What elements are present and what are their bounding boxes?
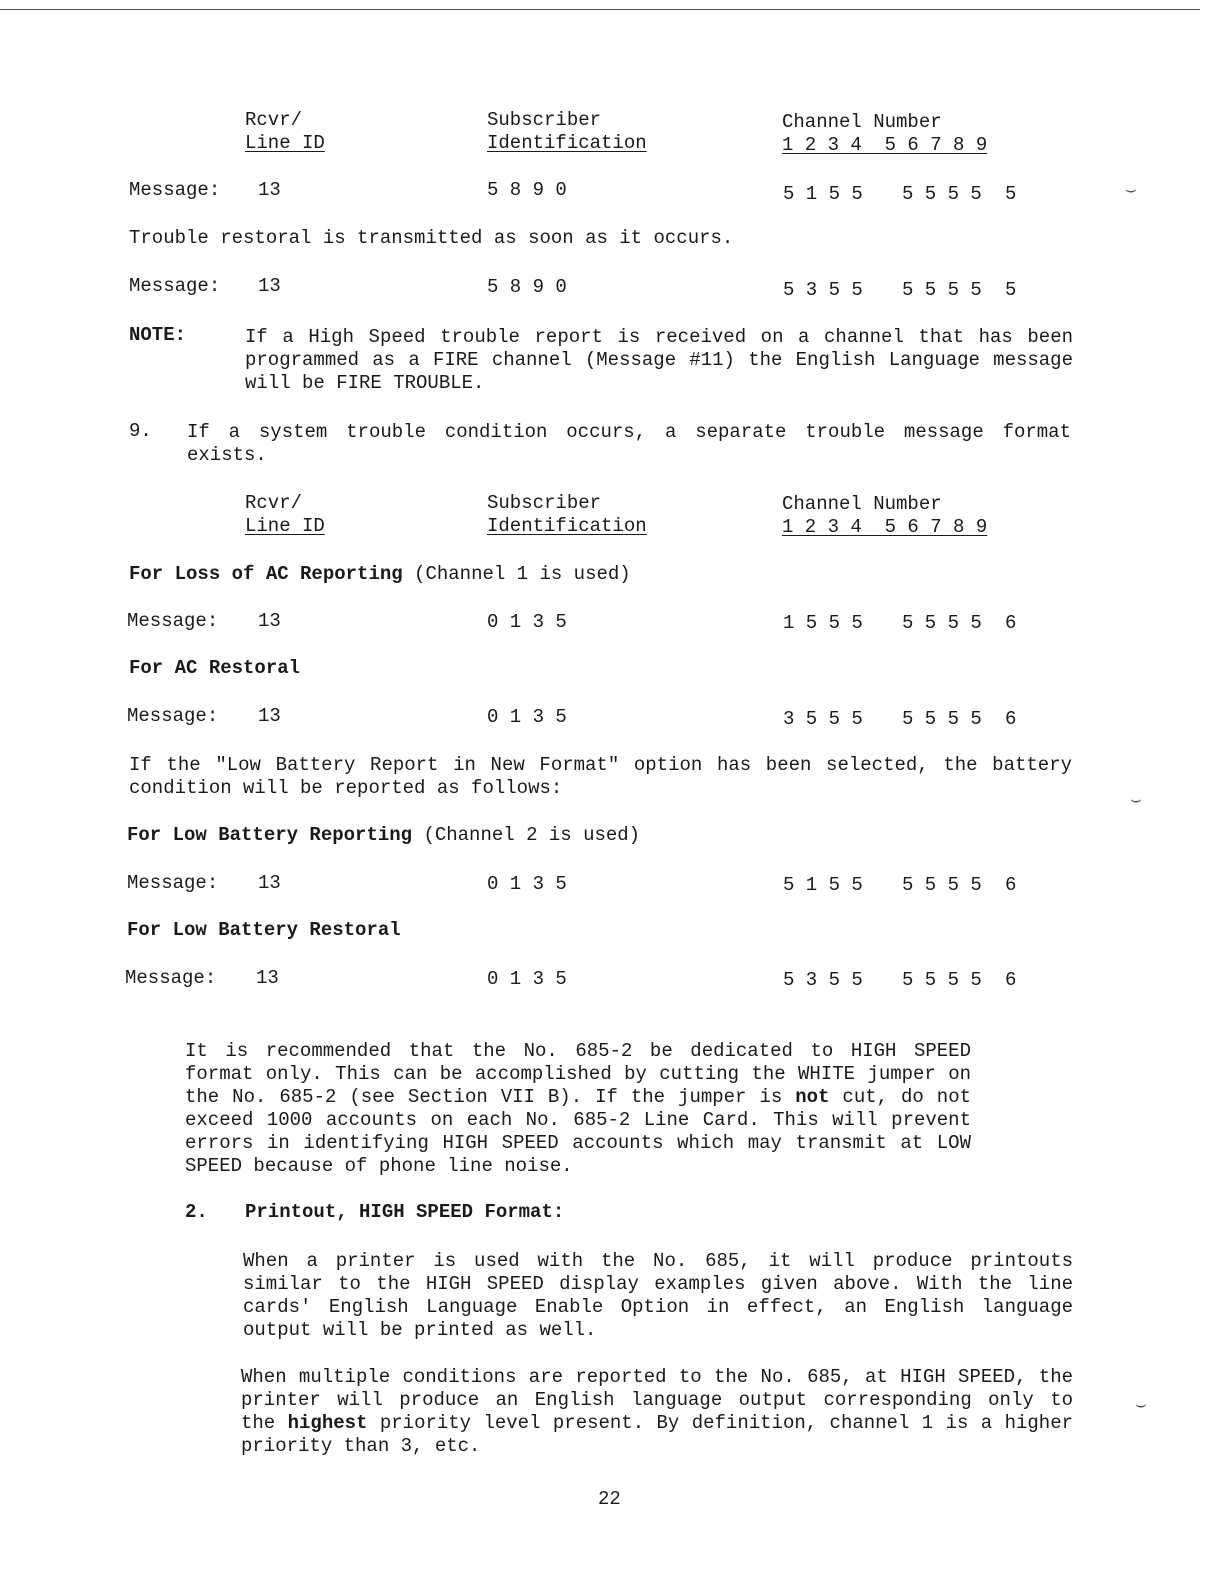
message-channels-1-4: 5 3 5 5 xyxy=(783,969,863,991)
message-label: Message: xyxy=(127,610,219,632)
header2-channel-digits: 1 2 3 4 5 6 7 8 9 xyxy=(782,516,988,538)
header2-line-id: Line ID xyxy=(245,515,325,537)
section2-title: Printout, HIGH SPEED Format: xyxy=(245,1201,565,1223)
message-channels-1-4: 1 5 5 5 xyxy=(783,612,863,634)
section2-number: 2. xyxy=(185,1201,208,1223)
low-battery-text: If the "Low Battery Report in New Format" option has been selected, the battery condition will be reported as follows: xyxy=(129,754,1072,799)
recommendation-part2: cut, do not exceed 1000 accounts on each No. 685-2 Line Card. This will prevent errors in identifying HIGH SPEED accounts which may transmit at LOW SPEED because of phone line noise. xyxy=(185,1086,971,1177)
message-line-id: 13 xyxy=(258,610,281,632)
low-battery-restoral-heading: For Low Battery Restoral xyxy=(127,919,401,941)
header2-rcvr: Rcvr/ xyxy=(245,492,303,514)
recommendation-part1: It is recommended that the No. 685-2 be dedicated to HIGH SPEED format only. This can be accomplished by cutting the WHITE jumper on the No. 685-2 (see Section VII B). If the jumper is xyxy=(185,1040,971,1108)
message-label: Message: xyxy=(125,967,217,989)
header1-line-id: Line ID xyxy=(245,132,325,154)
message-channel-9: 5 xyxy=(1005,183,1017,205)
message-label: Message: xyxy=(127,872,219,894)
message-channel-9: 6 xyxy=(1005,969,1017,991)
printer-paragraph: When a printer is used with the No. 685, it will produce printouts similar to the HIGH SPEED display examples given above. With the line cards' English Language Enable Option in effect, an English language output will be printed as well. xyxy=(243,1250,1073,1341)
header1-subscriber: Subscriber xyxy=(487,109,602,131)
loss-ac-bold: For Loss of AC Reporting xyxy=(129,563,403,585)
message-channels-5-8: 5 5 5 5 xyxy=(902,183,982,205)
header1-channel-digits: 1 2 3 4 5 6 7 8 9 xyxy=(782,134,988,156)
scan-mark: ⌣ xyxy=(1130,791,1142,811)
header1-channel-number: Channel Number xyxy=(782,111,942,133)
message-label: Message: xyxy=(129,179,221,201)
message-label: Message: xyxy=(127,705,219,727)
message-channels-1-4: 3 5 5 5 xyxy=(783,708,863,730)
message-subscriber: 0 1 3 5 xyxy=(487,968,567,990)
loss-ac-rest: (Channel 1 is used) xyxy=(402,563,631,585)
note-text: If a High Speed trouble report is received on a channel that has been programmed as a FIRE channel (Message #11) the English Language message will be FIRE TROUBLE. xyxy=(245,326,1073,394)
scan-mark: ⌣ xyxy=(1135,1396,1147,1416)
page-number: 22 xyxy=(598,1488,621,1510)
message-channels-5-8: 5 5 5 5 xyxy=(902,612,982,634)
message-subscriber: 5 8 9 0 xyxy=(487,179,567,201)
multiple-conditions-paragraph xyxy=(241,1366,1073,1458)
low-battery-rest: (Channel 2 is used) xyxy=(412,824,641,846)
message-subscriber: 0 1 3 5 xyxy=(487,706,567,728)
message-channel-9: 6 xyxy=(1005,612,1017,634)
multiple-part1: When multiple conditions are reported to the No. 685, at HIGH SPEED, the printer will produce an English language output corresponding only to the xyxy=(241,1366,1073,1434)
message-channels-5-8: 5 5 5 5 xyxy=(902,874,982,896)
message-line-id: 13 xyxy=(258,179,281,201)
message-channel-9: 6 xyxy=(1005,708,1017,730)
top-rule xyxy=(0,9,1200,10)
ac-restoral-heading: For AC Restoral xyxy=(129,657,301,679)
item9-number: 9. xyxy=(129,420,152,442)
message-line-id: 13 xyxy=(258,705,281,727)
message-channel-9: 5 xyxy=(1005,279,1017,301)
header2-subscriber: Subscriber xyxy=(487,492,602,514)
restoral-text: Trouble restoral is transmitted as soon as it occurs. xyxy=(129,227,734,249)
header1-rcvr: Rcvr/ xyxy=(245,109,303,131)
recommendation-not: not xyxy=(795,1086,830,1108)
header2-identification: Identification xyxy=(487,515,647,537)
message-channels-1-4: 5 1 5 5 xyxy=(783,874,863,896)
message-line-id: 13 xyxy=(258,275,281,297)
header1-identification: Identification xyxy=(487,132,647,154)
message-subscriber: 5 8 9 0 xyxy=(487,276,567,298)
message-channels-5-8: 5 5 5 5 xyxy=(902,708,982,730)
message-line-id: 13 xyxy=(258,872,281,894)
message-channels-5-8: 5 5 5 5 xyxy=(902,279,982,301)
recommendation-paragraph xyxy=(185,1040,971,1178)
message-label: Message: xyxy=(129,275,221,297)
message-channel-9: 6 xyxy=(1005,874,1017,896)
note-label: NOTE: xyxy=(129,324,187,346)
multiple-part2: priority level present. By definition, channel 1 is a higher priority than 3, etc. xyxy=(241,1412,1074,1457)
message-line-id: 13 xyxy=(256,967,279,989)
scan-mark: ⌣ xyxy=(1125,181,1137,201)
multiple-highest: highest xyxy=(287,1412,368,1434)
header2-channel-number: Channel Number xyxy=(782,493,942,515)
low-battery-bold: For Low Battery Reporting xyxy=(127,824,413,846)
message-channels-1-4: 5 1 5 5 xyxy=(783,183,863,205)
message-channels-1-4: 5 3 5 5 xyxy=(783,279,863,301)
message-channels-5-8: 5 5 5 5 xyxy=(902,969,982,991)
message-subscriber: 0 1 3 5 xyxy=(487,611,567,633)
message-subscriber: 0 1 3 5 xyxy=(487,873,567,895)
low-battery-heading xyxy=(127,824,640,846)
loss-ac-heading xyxy=(129,563,631,585)
item9-text: If a system trouble condition occurs, a separate trouble message format exists. xyxy=(187,421,1071,466)
